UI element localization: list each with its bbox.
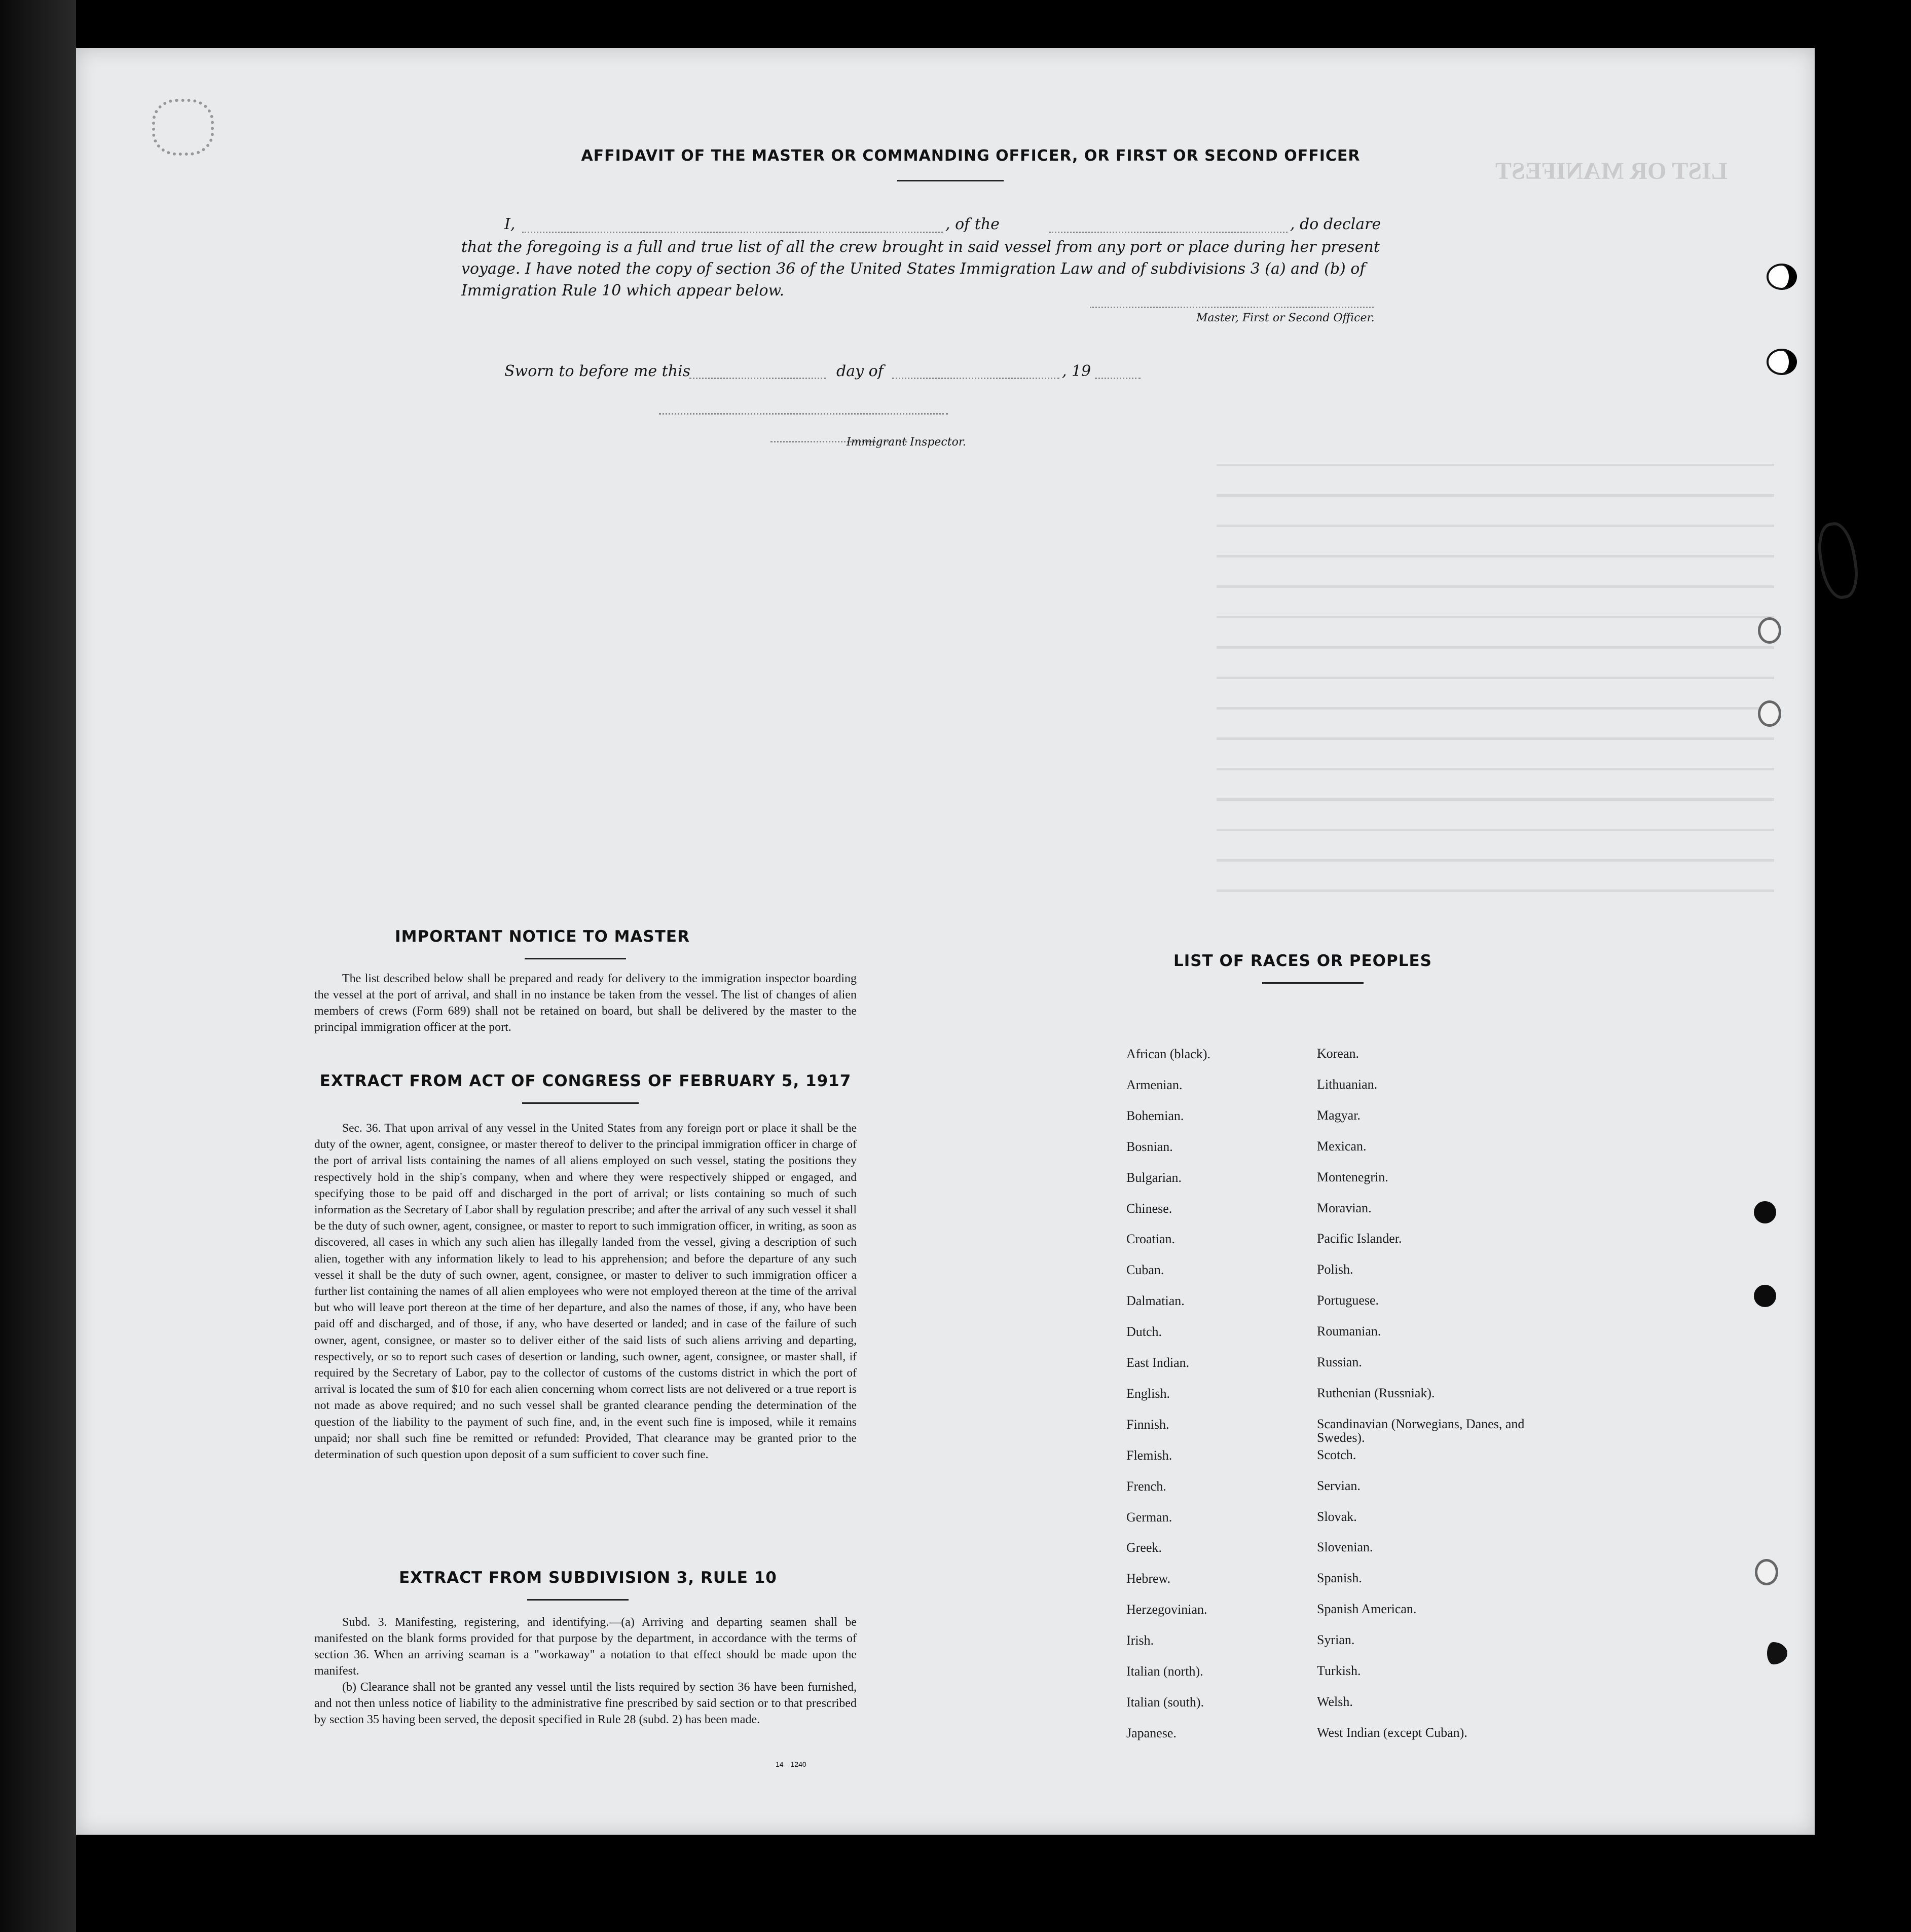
race-item: Japanese. bbox=[1126, 1725, 1177, 1740]
race-item: Montenegrin. bbox=[1317, 1169, 1388, 1184]
binder-hole bbox=[1754, 1285, 1776, 1307]
notice-heading: IMPORTANT NOTICE TO MASTER bbox=[395, 927, 690, 946]
race-item: Roumanian. bbox=[1317, 1324, 1381, 1339]
manifest-page bbox=[76, 48, 1815, 1835]
race-item: Lithuanian. bbox=[1317, 1076, 1378, 1092]
race-item: Mexican. bbox=[1317, 1138, 1367, 1154]
race-item: Turkish. bbox=[1317, 1663, 1361, 1678]
sworn-year-prefix: , 19 bbox=[1062, 362, 1091, 380]
affidavit-of-the: , of the bbox=[945, 215, 1000, 233]
race-item: Armenian. bbox=[1126, 1077, 1183, 1092]
rule-body-b: (b) Clearance shall not be granted any vessel until the lists required by section 36 have been furnished, and not then unless notice of liability to the administrative fine prescribed by said section or to that prescribed by section 35 having been served, the deposit specified in Rule 28 (subd. 2) has been made. bbox=[314, 1681, 857, 1726]
race-item: Finnish. bbox=[1126, 1417, 1169, 1432]
race-item: Greek. bbox=[1126, 1540, 1162, 1555]
sworn-day-field[interactable] bbox=[689, 378, 826, 379]
inspector-signature-field[interactable] bbox=[659, 413, 948, 415]
race-item: Italian (south). bbox=[1126, 1694, 1204, 1710]
act-heading: EXTRACT FROM ACT OF CONGRESS OF FEBRUARY 5, 1917 bbox=[319, 1072, 852, 1090]
races-heading: LIST OF RACES OR PEOPLES bbox=[1173, 952, 1432, 970]
race-item: Scandinavian (Norwegians, Danes, and Swedes). bbox=[1317, 1416, 1525, 1445]
binder-hole bbox=[1767, 349, 1797, 375]
binder-hole bbox=[1758, 700, 1781, 727]
race-item: Ruthenian (Russniak). bbox=[1317, 1385, 1435, 1400]
sworn-month-field[interactable] bbox=[892, 378, 1059, 379]
race-item: Polish. bbox=[1317, 1262, 1353, 1277]
race-item: English. bbox=[1126, 1386, 1170, 1401]
race-item: Russian. bbox=[1317, 1355, 1362, 1369]
act-heading-rule bbox=[522, 1102, 639, 1104]
binder-hole bbox=[1759, 1642, 1787, 1664]
sworn-text: Sworn to before me this bbox=[504, 362, 691, 380]
race-item: Irish. bbox=[1126, 1633, 1154, 1648]
race-item: Spanish American. bbox=[1317, 1602, 1417, 1617]
race-item: East Indian. bbox=[1126, 1355, 1190, 1370]
race-item: Italian (north). bbox=[1126, 1664, 1203, 1679]
races-heading-rule bbox=[1262, 982, 1364, 984]
notice-heading-rule bbox=[525, 958, 626, 959]
race-item: Pacific Islander. bbox=[1317, 1231, 1402, 1246]
race-item: Spanish. bbox=[1317, 1571, 1362, 1586]
race-item: Slovak. bbox=[1317, 1509, 1357, 1524]
master-signature-caption: Master, First or Second Officer. bbox=[1196, 312, 1375, 324]
race-item: Welsh. bbox=[1317, 1694, 1353, 1709]
race-item: Bulgarian. bbox=[1126, 1170, 1182, 1185]
rule-body-a: Subd. 3. Manifesting, registering, and identifying.—(a) Arriving and departing seamen shall be manifested on the blank forms provided for that purpose by the department, in accordance with the terms of section 36. When an arriving seaman is a "workaway" a notation to that effect should be made upon the manifest. bbox=[314, 1616, 857, 1678]
affidavit-heading: AFFIDAVIT OF THE MASTER OR COMMANDING OFFICER, OR FIRST OR SECOND OFFICER bbox=[581, 147, 1361, 165]
sworn-year-field[interactable] bbox=[1095, 378, 1141, 379]
master-signature-field[interactable] bbox=[1090, 307, 1374, 308]
inspector-caption: Immigrant Inspector. bbox=[847, 436, 966, 449]
notice-body: The list described below shall be prepared and ready for delivery to the immigration inspector boarding the vessel at the port of arrival, and shall in no instance be taken from the vessel. The list of changes of alien members of crews (Form 689) shall not be retained on board, but shall be delivered by the master to the principal immigration officer at the port. bbox=[314, 972, 857, 1034]
race-item: Dutch. bbox=[1126, 1324, 1162, 1340]
race-item: Korean. bbox=[1317, 1046, 1359, 1061]
binder-hole bbox=[1767, 264, 1797, 290]
race-item: Cuban. bbox=[1126, 1262, 1164, 1278]
declarant-name-field[interactable] bbox=[522, 232, 943, 233]
race-item: Dalmatian. bbox=[1126, 1293, 1185, 1309]
affidavit-do-declare: , do declare bbox=[1290, 215, 1381, 233]
bleed-through-lines bbox=[1217, 464, 1774, 920]
affidavit-i: I, bbox=[504, 215, 516, 233]
bleed-through-text: LIST OR MANIFEST bbox=[1495, 158, 1728, 184]
sworn-day-of: day of bbox=[836, 362, 884, 380]
race-item: Scotch. bbox=[1317, 1447, 1356, 1462]
affidavit-line-4: Immigration Rule 10 which appear below. bbox=[461, 282, 785, 300]
race-item: Hebrew. bbox=[1126, 1571, 1171, 1586]
rule-heading-rule bbox=[527, 1599, 629, 1601]
affidavit-line-2: that the foregoing is a full and true list of all the crew brought in said vessel from any port or place during her present bbox=[461, 238, 1380, 256]
race-item: Moravian. bbox=[1317, 1200, 1372, 1215]
race-item: Portuguese. bbox=[1317, 1293, 1379, 1308]
handwritten-mark bbox=[1813, 519, 1862, 602]
race-item: Bosnian. bbox=[1126, 1139, 1173, 1154]
act-body: Sec. 36. That upon arrival of any vessel in the United States from any foreign port or place it shall be the duty of the owner, agent, consignee, or master thereof to deliver to the principal immigration officer in charge of the port of arrival lists containing the names of all aliens employed on such vessel, stating the positions they respectively hold in the ship's company, when and where they were respectively shipped or engaged, and specifying those to be paid off and discharged in the port of arrival; or lists containing so much of such information as the Secretary of Labor shall by regulation prescribe; and after the arrival of any such vessel it shall be the duty of such owner, agent, consignee, or master to report to such immigration officer, in writing, as soon as discovered, all cases in which any such alien has illegally landed from the vessel, giving a description of such alien, together with any information likely to lead to his apprehension; and before the departure of any such vessel it shall be the duty of such owner, agent, consignee, or master to deliver to such immigration officer a further list containing the names of all alien employees who were not employed thereon at the time of the arrival but who will leave port thereon at the time of her departure, and also the names of those, if any, who have been paid off and discharged, and of those, if any, who have deserted or landed; and in case of the failure of such owner, agent, consignee, or master so to deliver either of the said lists of such aliens arriving and departing, respectively, or so to report such cases of desertion or landing, such owner, agent, consignee, or master shall, if required by the Secretary of Labor, pay to the collector of customs of the customs district in which the port of arrival is located the sum of $10 for each alien concerning whom correct lists are not delivered or a true report is not made as above required; and no such vessel shall be granted clearance pending the determination of the question of the liability to the payment of such fine, and, in the event such fine is imposed, while it remains unpaid; nor shall such fine be remitted or refunded: Provided, That clearance may be granted prior to the determination of such question upon deposit of a sum sufficient to cover such fine. bbox=[314, 1122, 857, 1462]
race-item: Slovenian. bbox=[1317, 1540, 1373, 1555]
scan-left-edge bbox=[0, 0, 76, 1932]
affidavit-line-3: voyage. I have noted the copy of section 36 of the United States Immigration Law and of subdivisions 3 (a) and (b) of bbox=[461, 260, 1366, 278]
race-item: Syrian. bbox=[1317, 1632, 1355, 1648]
race-item: West Indian (except Cuban). bbox=[1317, 1725, 1467, 1740]
race-item: Bohemian. bbox=[1126, 1108, 1184, 1123]
form-number: 14—1240 bbox=[776, 1760, 806, 1768]
race-item: Flemish. bbox=[1126, 1447, 1172, 1463]
binder-hole bbox=[1754, 1201, 1776, 1223]
race-item: German. bbox=[1126, 1509, 1172, 1525]
affidavit-heading-rule bbox=[897, 180, 1004, 181]
race-item: Chinese. bbox=[1126, 1201, 1172, 1216]
race-item: French. bbox=[1126, 1478, 1166, 1494]
race-item: African (black). bbox=[1126, 1047, 1211, 1061]
binder-hole bbox=[1755, 1559, 1778, 1585]
stamp-mark bbox=[152, 99, 214, 156]
rule-heading: EXTRACT FROM SUBDIVISION 3, RULE 10 bbox=[399, 1569, 777, 1587]
race-item: Herzegovinian. bbox=[1126, 1602, 1207, 1617]
race-item: Magyar. bbox=[1317, 1107, 1361, 1123]
binder-hole bbox=[1758, 617, 1781, 644]
race-item: Croatian. bbox=[1126, 1232, 1175, 1247]
vessel-name-field[interactable] bbox=[1049, 232, 1288, 233]
race-item: Servian. bbox=[1317, 1478, 1361, 1493]
